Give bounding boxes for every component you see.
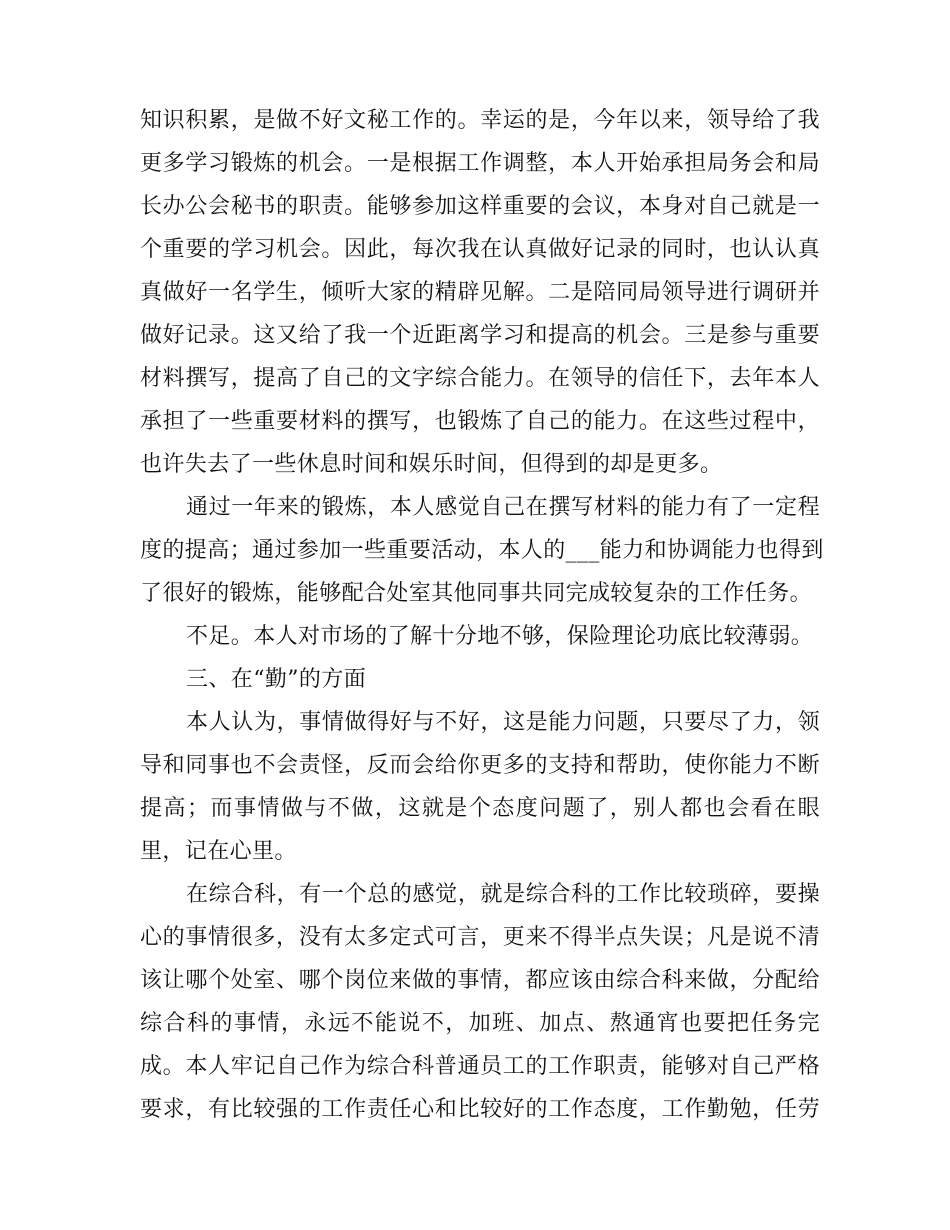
text-line: 要求，有比较强的工作责任心和比较好的工作态度，工作勤勉，任劳 <box>140 1097 820 1122</box>
text-line: 本人认为，事情做得好与不好，这是能力问题，只要尽了力，领 <box>186 710 820 735</box>
text-line: 真做好一名学生，倾听大家的精辟见解。二是陪同局领导进行调研并 <box>140 280 820 305</box>
text-line: 长办公会秘书的职责。能够参加这样重要的会议，本身对自己就是一 <box>140 194 820 219</box>
text-line: 更多学习锻炼的机会。一是根据工作调整，本人开始承担局务会和局 <box>140 151 820 176</box>
text-line: 不足。本人对市场的了解十分地不够，保险理论功底比较薄弱。 <box>186 624 814 649</box>
text-line: 知识积累，是做不好文秘工作的。幸运的是，今年以来，领导给了我 <box>140 108 820 133</box>
text-line: 个重要的学习机会。因此，每次我在认真做好记录的同时，也认认真 <box>140 237 820 262</box>
text-line: 导和同事也不会责怪，反而会给你更多的支持和帮助，使你能力不断 <box>140 753 820 778</box>
text-line: 度的提高；通过参加一些重要活动，本人的___能力和协调能力也得到 <box>140 538 824 563</box>
text-line: 也许失去了一些休息时间和娱乐时间，但得到的却是更多。 <box>140 452 723 477</box>
text-line: 了很好的锻炼，能够配合处室其他同事共同完成较复杂的工作任务。 <box>140 581 813 606</box>
text-line: 承担了一些重要材料的撰写，也锻炼了自己的能力。在这些过程中， <box>140 409 820 434</box>
text-line: 心的事情很多，没有太多定式可言，更来不得半点失误；凡是说不清 <box>140 925 820 950</box>
text-line: 做好记录。这又给了我一个近距离学习和提高的机会。三是参与重要 <box>140 323 820 348</box>
text-line: 综合科的事情，永远不能说不，加班、加点、熬通宵也要把任务完 <box>140 1011 820 1036</box>
text-line: 材料撰写，提高了自己的文字综合能力。在领导的信任下，去年本人 <box>140 366 820 391</box>
text-line: 成。本人牢记自己作为综合科普通员工的工作职责，能够对自己严格 <box>140 1054 820 1079</box>
section-heading: 三、在“勤”的方面 <box>186 667 367 692</box>
text-line: 里，记在心里。 <box>140 839 297 864</box>
text-line: 该让哪个处室、哪个岗位来做的事情，都应该由综合科来做，分配给 <box>140 968 820 993</box>
text-line: 通过一年来的锻炼，本人感觉自己在撰写材料的能力有了一定程 <box>186 495 820 520</box>
text-line: 在综合科，有一个总的感觉，就是综合科的工作比较琐碎，要操 <box>186 882 820 907</box>
text-line: 提高；而事情做与不做，这就是个态度问题了，别人都也会看在眼 <box>140 796 820 821</box>
